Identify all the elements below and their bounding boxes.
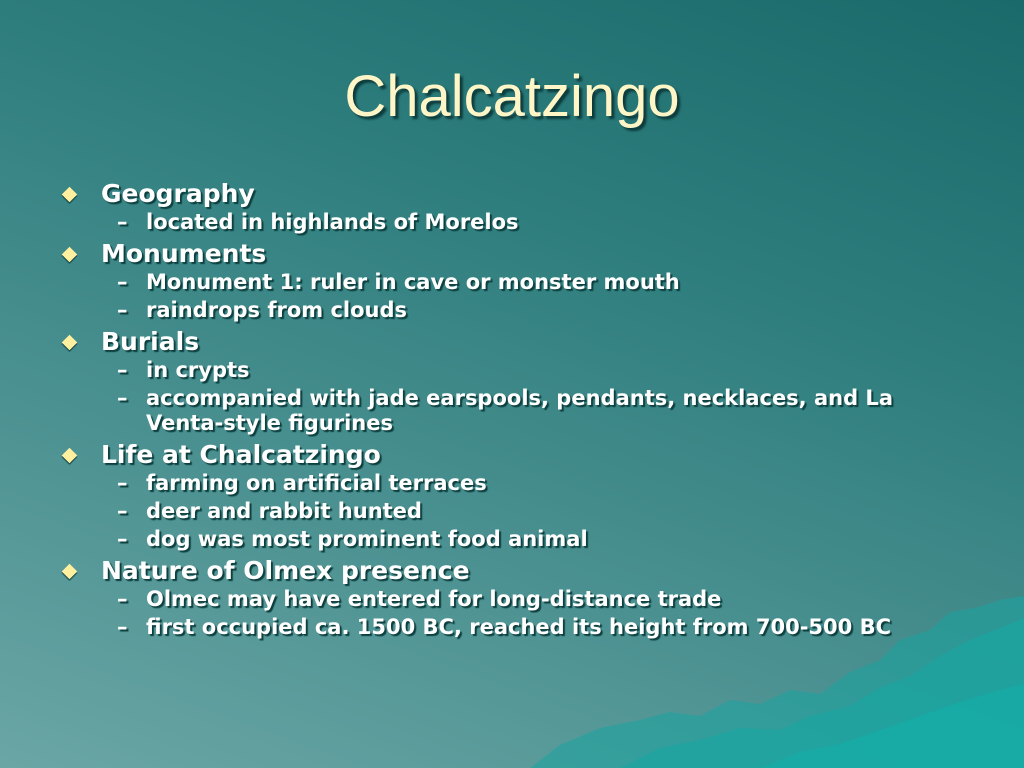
bullet-list [62,178,962,643]
sub-bullet [62,210,962,235]
bullet-life [62,439,962,471]
diamond-bullet-icon [62,187,78,203]
sub-bullet [62,270,962,295]
diamond-bullet-icon [62,564,78,580]
dash-icon: – [117,298,128,322]
sub-bullet-text: located in highlands of Morelos [146,210,519,234]
bullet-heading: Geography [101,179,255,208]
sub-bullet-text: farming on artificial terraces [146,471,487,495]
bullet-nature [62,555,962,587]
sub-bullet [62,587,962,612]
bullet-heading: Nature of Olmex presence [101,556,470,585]
sub-bullet-text: dog was most prominent food animal [146,527,588,551]
sub-bullet-text: deer and rabbit hunted [146,499,422,523]
bullet-heading: Burials [101,327,200,356]
sub-bullet-text: accompanied with jade earspools, pendants, necklaces, and La Venta-style figurines [146,386,893,435]
sub-bullet [62,298,962,323]
dash-icon: – [117,587,128,611]
slide-title: Chalcatzingo [344,64,680,129]
bullet-geography [62,178,962,210]
sub-bullet [62,471,962,496]
diamond-bullet-icon [62,335,78,351]
dash-icon: – [117,358,128,382]
bullet-heading: Life at Chalcatzingo [101,440,381,469]
dash-icon: – [117,386,128,410]
dash-icon: – [117,499,128,523]
sub-bullet-text: first occupied ca. 1500 BC, reached its height from 700-500 BC [146,615,891,639]
dash-icon: – [117,615,128,639]
sub-bullet-text: in crypts [146,358,250,382]
bullet-monuments [62,238,962,270]
sub-bullet [62,527,962,552]
sub-bullet [62,615,962,640]
diamond-bullet-icon [62,448,78,464]
sub-bullet [62,358,962,383]
diamond-bullet-icon [62,247,78,263]
sub-bullet [62,386,962,436]
dash-icon: – [117,210,128,234]
sub-bullet-text: Monument 1: ruler in cave or monster mouth [146,270,680,294]
bullet-burials [62,326,962,358]
sub-bullet-text: raindrops from clouds [146,298,408,322]
dash-icon: – [117,471,128,495]
sub-bullet-text: Olmec may have entered for long-distance trade [146,587,722,611]
bullet-heading: Monuments [101,239,267,268]
sub-bullet [62,499,962,524]
dash-icon: – [117,270,128,294]
dash-icon: – [117,527,128,551]
